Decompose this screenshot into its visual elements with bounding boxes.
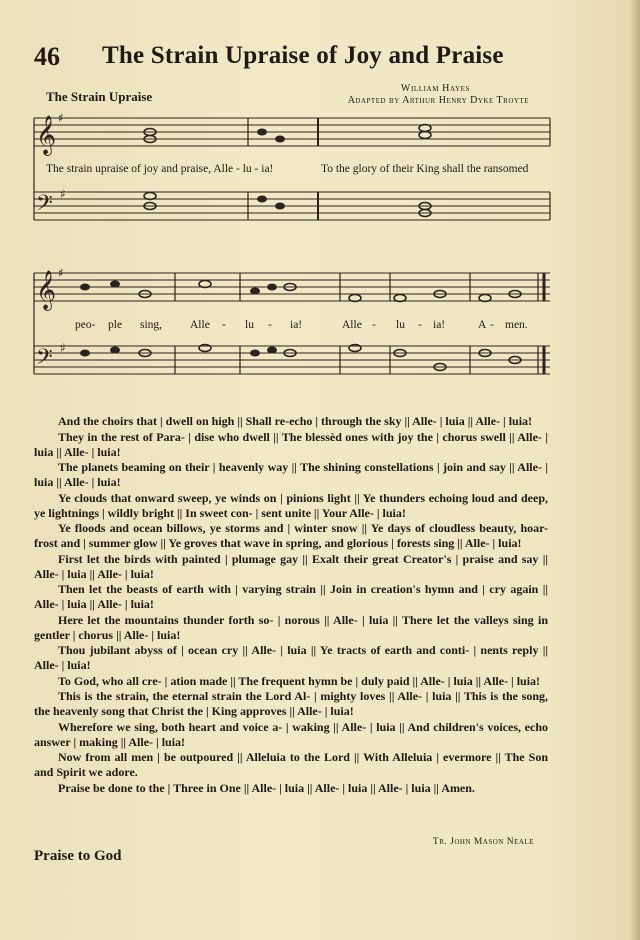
lyric-syllable: - [222, 319, 226, 331]
stanza: To God, who all cre- | ation made || The frequent hymn be | duly paid || Alle- | luia || Alle- | luia! [58, 673, 541, 688]
lyric-syllable: lu [396, 319, 405, 331]
svg-text:𝄢: 𝄢 [36, 191, 53, 221]
svg-text:♯: ♯ [58, 111, 64, 125]
lyric-syllable: A [478, 319, 487, 331]
stanza: Ye floods and ocean billows, ye storms and | winter snow || Ye days of cloudless beauty, hoar-frost and | summer glow || Ye groves that wave in spring, and glorious | forests sing || Alle- | luia! [34, 521, 548, 550]
page-number: 46 [34, 42, 60, 71]
stanza: Thou jubilant abyss of | ocean cry || Alle- | luia || Ye tracts of earth and conti- | nents reply || Alle- | luia! [34, 643, 548, 672]
stanza-list [34, 414, 548, 796]
svg-text:𝄞: 𝄞 [36, 115, 57, 155]
lyric-syllable: ia! [290, 319, 303, 331]
lyric-syllable: ple [108, 319, 123, 331]
stanza: They in the rest of Para- | dise who dwell || The blessèd ones with joy the | chorus swell || Alle- | luia || Alle- | luia! [34, 429, 548, 459]
hymn-title: The Strain Upraise of Joy and Praise [102, 42, 504, 69]
svg-text:𝄢: 𝄢 [36, 345, 53, 375]
lyric-syllable: lu [245, 319, 254, 331]
stanza: Wherefore we sing, both heart and voice a- | waking || Alle- | luia || And children's voices, echo answer | making || Alle- | luia! [34, 719, 548, 749]
lyric-syllable: - [418, 319, 422, 331]
lyric-syllable: sing, [140, 319, 163, 331]
lyric-syllable: - [490, 319, 494, 331]
topic-heading: Praise to God [34, 848, 122, 864]
page-edge-shadow [630, 0, 640, 940]
lyrics-line-1-left: The strain upraise of joy and praise, Alle - lu - ia! [46, 163, 274, 175]
stanza: And the choirs that | dwell on high || Shall re-echo | through the sky || Alle- | luia || Alle- | luia! [58, 414, 533, 428]
stanza: Here let the mountains thunder forth so- | norous || Alle- | luia || There let the valleys sing in gentler | chorus || Alle- | luia! [34, 612, 548, 642]
lyric-syllable: Alle [190, 319, 210, 331]
lyrics-line-1-right: To the glory of their King shall the ransomed [321, 163, 529, 175]
composer-credit: William Hayes [400, 83, 470, 94]
stanza: Now from all men | be outpoured || Alleluia to the Lord || With Alleluia | evermore || The Son and Spirit we adore. [34, 750, 548, 779]
lyric-syllable: Alle [342, 319, 362, 331]
lyric-syllable: men. [505, 319, 528, 331]
stanza: The planets beaming on their | heavenly way || The shining constellations | join and say || Alle- | luia || Alle- | luia! [34, 460, 548, 489]
svg-text:𝄞: 𝄞 [36, 270, 57, 310]
tune-name: The Strain Upraise [46, 89, 153, 104]
lyric-syllable: - [372, 319, 376, 331]
svg-text:♯: ♯ [58, 266, 64, 280]
stanza: Praise be done to the | Three in One || Alle- | luia || Alle- | luia || Alle- | luia || Amen. [58, 780, 475, 795]
arranger-credit: Adapted by Arthur Henry Dyke Troyte [347, 95, 529, 106]
music-score [30, 110, 560, 385]
lyric-syllable: ia! [433, 319, 446, 331]
svg-text:♯: ♯ [60, 341, 66, 355]
lyric-syllable: peo- [75, 319, 96, 331]
page-header [30, 40, 610, 80]
stanza: Ye clouds that onward sweep, ye winds on | pinions light || Ye thunders echoing loud and deep, ye lightnings | wildly bright || In sweet con- | sent unite || Your Alle- | luia! [34, 490, 548, 520]
lyric-syllable: - [268, 319, 272, 331]
stanza: This is the strain, the eternal strain the Lord Al- | mighty loves || Alle- | luia || This is the song, the heavenly song that Christ the | King approves || Alle- | luia! [34, 689, 548, 718]
stanza: First let the birds with painted | plumage gay || Exalt their great Creator's | praise and say || Alle- | luia || Alle- | luia! [34, 551, 548, 581]
translator-credit: Tr. John Mason Neale [432, 837, 534, 847]
svg-text:♯: ♯ [60, 187, 66, 201]
stanza: Then let the beasts of earth with | varying strain || Join in creation's hymn and | cry again || Alle- | luia || Alle- | luia! [34, 582, 548, 611]
